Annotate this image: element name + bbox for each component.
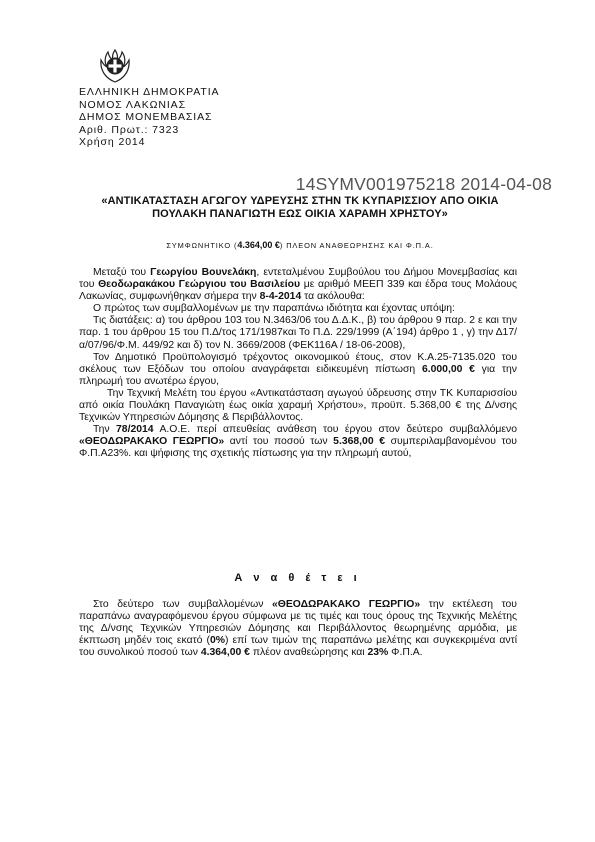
contractor-name: «ΘΕΟΔΩΡΑΚΑΚΟ ΓΕΩΡΓΙΟ» (271, 599, 421, 610)
decision-number: 78/2014 (116, 424, 154, 436)
assignment-paragraph (79, 599, 517, 659)
contractor-name: «ΘΕΟΔΩΡΑΚΑΚΟ ΓΕΩΡΓΙΟ» (79, 436, 225, 448)
text-run: αντί του ποσού των (224, 436, 334, 448)
text-run: για την πληρωμή του ανωτέρω έργου, (79, 363, 517, 387)
credit-amount: 6.000,00 € (421, 363, 475, 375)
technical-study-paragraph: Την Τεχνική Μελέτη του έργου «Αντικατάσταση αγωγού ύδρευσης στην ΤΚ Κυπαρισσίου από οικία Πουλάκη Παναγιώτη έως οικία χαραμή Χρήστου», προϋπ. 5.368,00 € της Δ/νσης Τεχνικών Υπηρεσιών Δόμησης & Περιβάλλοντος. (79, 387, 517, 424)
text-run: συμπεριλαμβανομένου του Φ.Π.Α23%. και ψήφισης της σχετικής πίστωσης για την πληρωμή αυτού, (79, 436, 517, 460)
issuer-prefecture: ΝΟΜΟΣ ΛΑΚΩΝΙΑΣ (79, 98, 186, 111)
contract-body (79, 267, 517, 461)
parties-paragraph (79, 267, 517, 303)
ada-identifier: 14SYMV001975218 2014-04-08 (295, 174, 552, 194)
protocol-number: Αριθ. Πρωτ.: 7323 (79, 123, 180, 136)
text-run: την εκτέλεση του παραπάνω αναγραφόμενου έργου σύμφωνα με τις τιμές και τους όρους της Τεχνικής Μελέτης της Δ/νσης Τεχνικών Υπηρεσιών Δόμησης και Περιβάλλοντος θεωρημένης αρμόδια, με έκπτωση μηδέν τοις εκατό ( (79, 599, 517, 647)
fiscal-year: Χρήση 2014 (79, 136, 146, 149)
hellenic-republic-emblem (97, 48, 133, 84)
discount-percent: 0% (210, 635, 226, 647)
assignment-heading: Α ν α θ έ τ ε ι (234, 572, 361, 584)
contract-amount: 4.364,00 € (200, 647, 250, 659)
agreement-date: 8-4-2014 (259, 291, 302, 303)
vat-percent: 23% (367, 647, 389, 659)
subtitle-prefix: ΣΥΜΦΩΝΗΤΙΚΟ ( (166, 241, 238, 250)
document-subtitle (60, 240, 540, 250)
decision-paragraph (79, 424, 517, 460)
text-run: Την (93, 424, 117, 436)
issuer-country: ΕΛΛΗΝΙΚΗ ΔΗΜΟΚΡΑΤΙΑ (79, 86, 220, 98)
considering-paragraph: Ο πρώτος των συμβαλλομένων με την παραπάνω ιδιότητα και έχοντας υπόψη: (93, 303, 455, 315)
legal-provisions-paragraph: Τις διατάξεις: α) του άρθρου 103 του Ν.3463/06 του Δ.Δ.Κ., β) του άρθρου 9 παρ. 2 ε και την παρ. 1 του άρθρου 15 του Π.Δ/τος 171/1987και Το Π.Δ. 229/1999 (Α΄194) άρθρο 1 , γ) την Δ17/α/07/96/Φ.Μ. 449/92 και δ) τον Ν. 3669/2008 (ΦΕΚ116Α / 18-06-2008), (79, 315, 517, 351)
text-run: Στο δεύτερο των συμβαλλομένων (93, 599, 272, 610)
subtitle-suffix: ) ΠΛΕΟΝ ΑΝΑΘΕΩΡΗΣΗΣ ΚΑΙ Φ.Π.Α. (279, 241, 434, 250)
title-line-2: ΠΟΥΛΑΚΗ ΠΑΝΑΓΙΩΤΗ ΕΩΣ ΟΙΚΙΑ ΧΑΡΑΜΗ ΧΡΗΣΤΟΥ» (152, 208, 448, 220)
text-run: , εντεταλμένου Συμβούλου του Δήμου Μονεμβασίας και του (79, 267, 517, 291)
assignment-body (79, 599, 517, 659)
text-run: Τον Δημοτικό Προϋπολογισμό τρέχοντος οικονομικού έτους, στον Κ.Α.25-7135.020 του σκέλους των Εξόδων του οποίου αναγράφεται ειδικευμένη πίστωση (79, 351, 517, 375)
document-title (60, 195, 540, 221)
text-run: Α.Ο.Ε. περί απευθείας ανάθεση του έργου στον δεύτερο συμβαλλόμενο (153, 424, 517, 436)
first-party-name: Γεωργίου Βουνελάκη (150, 267, 257, 278)
subtitle-amount: 4.364,00 € (237, 240, 280, 250)
text-run: με αριθμό ΜΕΕΠ 339 και έδρα τους Μολάους Λακωνίας, συμφωνήθηκαν σήμερα την (79, 279, 517, 303)
second-party-name: Θεοδωρακάκου Γεώργιου του Βασιλείου (98, 279, 301, 291)
budget-amount: 5.368,00 € (333, 436, 385, 448)
text-run: ) επί των τιμών της παραπάνω μελέτης και συγκεκριμένα αντί του συνολικού ποσού των (79, 635, 517, 659)
text-run: τα ακόλουθα: (301, 291, 365, 303)
text-run: Μεταξύ του (93, 267, 151, 278)
issuer-block (79, 86, 219, 149)
text-run: πλέον αναθεώρησης και (249, 647, 368, 659)
issuer-municipality: ΔΗΜΟΣ ΜΟΝΕΜΒΑΣΙΑΣ (79, 111, 213, 124)
title-line-1: «ΑΝΤΙΚΑΤΑΣΤΑΣΗ ΑΓΩΓΟΥ ΥΔΡΕΥΣΗΣ ΣΤΗΝ ΤΚ ΚΥΠΑΡΙΣΣΙΟΥ ΑΠΟ ΟΙΚΙΑ (101, 195, 499, 207)
text-run: Φ.Π.Α. (388, 647, 423, 659)
budget-paragraph (79, 352, 517, 388)
